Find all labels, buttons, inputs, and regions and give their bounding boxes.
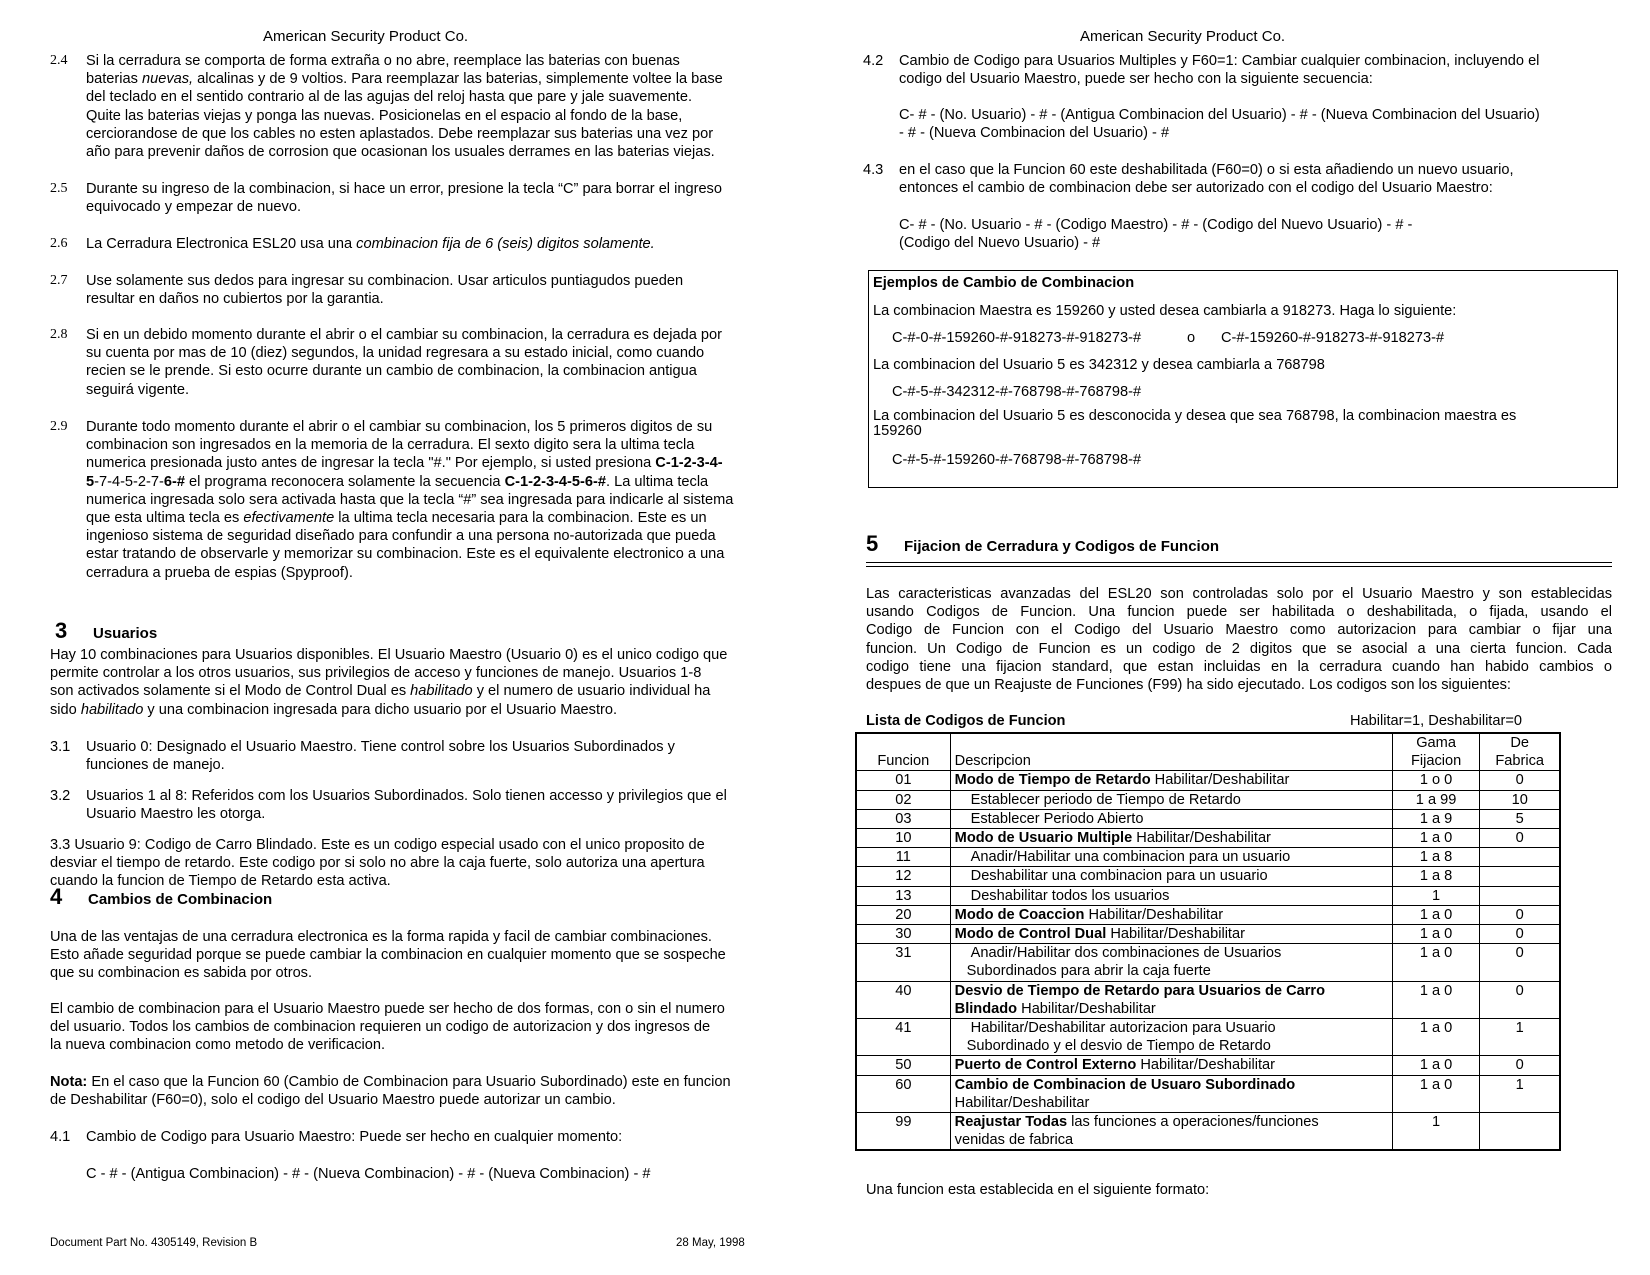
cell-fabrica: 0 [1480, 829, 1560, 848]
col-gama: Gama Fijacion [1392, 733, 1480, 771]
examples-box [868, 270, 1618, 488]
item-4-1-sequence: C - # - (Antigua Combinacion) - # - (Nueva Combinacion) - # - (Nueva Combinacion) - # [86, 1166, 651, 1182]
cell-funcion: 50 [856, 1056, 950, 1075]
item-4-2-sequence: C- # - (No. Usuario) - # - (Antigua Combinacion del Usuario) - # - (Nueva Combinacion del Usuario) - # - (Nueva Combinacion del Usuario) - # [899, 107, 1540, 142]
example-1-or: o [1187, 330, 1196, 346]
table-row [856, 829, 1560, 848]
cell-fabrica: 0 [1480, 771, 1560, 790]
cell-descripcion: Deshabilitar todos los usuarios [950, 886, 1392, 905]
item-4-3-sequence: C- # - (No. Usuario - # - (Codigo Maestro) - # - (Codigo del Nuevo Usuario) - # - (Codigo del Nuevo Usuario) - # [899, 217, 1413, 252]
example-3-seq: C-#-5-#-159260-#-768798-#-768798-# [892, 452, 1142, 468]
example-1-text: La combinacion Maestra es 159260 y usted desea cambiarla a 918273. Haga lo siguiente: [873, 303, 1457, 319]
table-row [856, 790, 1560, 809]
cell-descripcion: Puerto de Control Externo Habilitar/Deshabilitar [950, 1056, 1392, 1075]
col-funcion: Funcion [856, 733, 950, 771]
cell-gama: 1 [1392, 1113, 1480, 1151]
cell-funcion: 41 [856, 1019, 950, 1056]
cell-gama: 1 a 0 [1392, 981, 1480, 1018]
item-3-3: 3.3 Usuario 9: Codigo de Carro Blindado. Este es un codigo especial usado con el unico proposito de desviar el tiempo de retardo. Este codigo por si solo no abre la caja fuerte, solo autoriza una apertura cuando la funcion de Tiempo de Retardo esta activa. [50, 837, 705, 890]
table-row [856, 886, 1560, 905]
table-row [856, 1056, 1560, 1075]
cell-funcion: 31 [856, 944, 950, 981]
function-table-body [856, 771, 1560, 1151]
cell-gama: 1 a 0 [1392, 829, 1480, 848]
cell-descripcion: Establecer periodo de Tiempo de Retardo [950, 790, 1392, 809]
cell-fabrica [1480, 867, 1560, 886]
col-descripcion: Descripcion [950, 733, 1392, 771]
cell-gama: 1 a 99 [1392, 790, 1480, 809]
examples-title: Ejemplos de Cambio de Combinacion [873, 275, 1135, 291]
cell-funcion: 30 [856, 925, 950, 944]
cell-fabrica: 0 [1480, 905, 1560, 924]
cell-descripcion: Establecer Periodo Abierto [950, 809, 1392, 828]
section-4-para-1: Una de las ventajas de una cerradura electronica es la forma rapida y facil de cambiar combinaciones. Esto añade seguridad porque se puede cambiar la combinacion en cualquier momento que se sospeche que su combinacion es sabida por otros. [50, 929, 726, 982]
section-5-after-table: Una funcion esta establecida en el siguiente formato: [866, 1182, 1210, 1198]
cell-gama: 1 a 0 [1392, 1019, 1480, 1056]
table-row [856, 867, 1560, 886]
table-row [856, 1075, 1560, 1112]
cell-gama: 1 a 9 [1392, 809, 1480, 828]
cell-funcion: 99 [856, 1113, 950, 1151]
cell-fabrica: 0 [1480, 981, 1560, 1018]
example-1-seq-b: C-#-159260-#-918273-#-918273-# [1221, 330, 1445, 346]
table-row [856, 1113, 1560, 1151]
cell-descripcion: Modo de Coaccion Habilitar/Deshabilitar [950, 905, 1392, 924]
cell-fabrica: 5 [1480, 809, 1560, 828]
cell-gama: 1 a 8 [1392, 848, 1480, 867]
section-3-heading: 3 Usuarios [55, 618, 158, 643]
function-list-note: Habilitar=1, Deshabilitar=0 [1350, 713, 1522, 729]
cell-funcion: 01 [856, 771, 950, 790]
section-4-nota: Nota: En el caso que la Funcion 60 (Cambio de Combinacion para Usuario Subordinado) este en funcion de Deshabilitar (F60=0), solo el codigo del Usuario Maestro puede autorizar un cambio. [50, 1074, 731, 1109]
example-2-seq: C-#-5-#-342312-#-768798-#-768798-# [892, 384, 1142, 400]
table-row [856, 925, 1560, 944]
cell-descripcion: Modo de Control Dual Habilitar/Deshabilitar [950, 925, 1392, 944]
cell-funcion: 60 [856, 1075, 950, 1112]
section-5-rule [866, 562, 1612, 567]
cell-gama: 1 a 0 [1392, 944, 1480, 981]
table-row [856, 905, 1560, 924]
cell-funcion: 02 [856, 790, 950, 809]
cell-gama: 1 o 0 [1392, 771, 1480, 790]
cell-fabrica [1480, 1113, 1560, 1151]
function-list-title: Lista de Codigos de Funcion [866, 713, 1066, 729]
cell-gama: 1 a 0 [1392, 905, 1480, 924]
footer-date: 28 May, 1998 [676, 1237, 745, 1249]
cell-fabrica: 0 [1480, 925, 1560, 944]
page-header-left: American Security Product Co. [263, 28, 469, 45]
table-row [856, 981, 1560, 1018]
cell-gama: 1 a 0 [1392, 1075, 1480, 1112]
cell-funcion: 11 [856, 848, 950, 867]
cell-descripcion: Habilitar/Deshabilitar autorizacion para Usuario Subordinado y el desvio de Tiempo de Retardo [950, 1019, 1392, 1056]
cell-funcion: 13 [856, 886, 950, 905]
cell-gama: 1 [1392, 886, 1480, 905]
cell-fabrica: 1 [1480, 1019, 1560, 1056]
section-5-para: Las caracteristicas avanzadas del ESL20 son controladas solo por el Usuario Maestro y son establecidas usando Codigos de Funcion. Una funcion puede ser habilitada o deshabilitada, o fijada, usando el Codigo de Funcion con el Codigo del Usuario Maestro como autorizacion para cambiar o fijar una funcion. Un Codigo de Funcion es un codigo de 2 digitos que se asocial a una cierta funcion. Cada codigo tiene una fijacion standard, que estan incluidas en la cerradura cuando han habido cambios o despues de que un Reajuste de Funciones (F99) ha sido ejecutado. Los codigos son los siguientes: [866, 586, 1612, 694]
section-4-heading: 4 Cambios de Combinacion [50, 884, 273, 909]
cell-descripcion: Cambio de Combinacion de Usuaro Subordinado Habilitar/Deshabilitar [950, 1075, 1392, 1112]
example-3-text: La combinacion del Usuario 5 es desconocida y desea que sea 768798, la combinacion maestra es 159260 [873, 408, 1517, 439]
function-codes-table [855, 732, 1561, 1151]
cell-gama: 1 a 0 [1392, 925, 1480, 944]
cell-funcion: 20 [856, 905, 950, 924]
section-3-intro: Hay 10 combinaciones para Usuarios disponibles. El Usuario Maestro (Usuario 0) es el unico codigo que permite controlar a los otros usuarios, sus privilegios de acceso y funciones de manejo. Usuarios 1-8 son activados solamente si el Modo de Control Dual es habilitado y el numero de usuario individual ha sido habilitado y una combinacion ingresada para dicho usuario por el Usuario Maestro. [50, 647, 728, 718]
cell-descripcion: Anadir/Habilitar una combinacion para un usuario [950, 848, 1392, 867]
table-row [856, 771, 1560, 790]
table-row [856, 944, 1560, 981]
section-4-para-2: El cambio de combinacion para el Usuario Maestro puede ser hecho de dos formas, con o sin el numero del usuario. Todos los cambios de combinacion requieren un codigo de autorizacion y dos ingresos de la nueva combinacion como metodo de verificacion. [50, 1001, 725, 1054]
cell-fabrica: 0 [1480, 944, 1560, 981]
example-2-text: La combinacion del Usuario 5 es 342312 y desea cambiarla a 768798 [873, 357, 1325, 373]
cell-funcion: 12 [856, 867, 950, 886]
section-5-heading: 5 Fijacion de Cerradura y Codigos de Funcion [866, 531, 1220, 556]
cell-fabrica [1480, 848, 1560, 867]
table-row [856, 848, 1560, 867]
footer-doc-part: Document Part No. 4305149, Revision B [50, 1237, 258, 1249]
page-header-right: American Security Product Co. [1080, 28, 1286, 45]
cell-funcion: 40 [856, 981, 950, 1018]
example-1-seq-a: C-#-0-#-159260-#-918273-#-918273-# [892, 330, 1142, 346]
cell-descripcion: Reajustar Todas las funciones a operaciones/funciones venidas de fabrica [950, 1113, 1392, 1151]
cell-fabrica: 0 [1480, 1056, 1560, 1075]
table-row [856, 809, 1560, 828]
cell-fabrica: 10 [1480, 790, 1560, 809]
cell-gama: 1 a 0 [1392, 1056, 1480, 1075]
cell-descripcion: Modo de Tiempo de Retardo Habilitar/Deshabilitar [950, 771, 1392, 790]
cell-descripcion: Modo de Usuario Multiple Habilitar/Deshabilitar [950, 829, 1392, 848]
cell-funcion: 10 [856, 829, 950, 848]
table-row [856, 1019, 1560, 1056]
cell-descripcion: Anadir/Habilitar dos combinaciones de Usuarios Subordinados para abrir la caja fuerte [950, 944, 1392, 981]
cell-descripcion: Deshabilitar una combinacion para un usuario [950, 867, 1392, 886]
cell-fabrica [1480, 886, 1560, 905]
col-fabrica: De Fabrica [1480, 733, 1560, 771]
cell-gama: 1 a 8 [1392, 867, 1480, 886]
cell-fabrica: 1 [1480, 1075, 1560, 1112]
cell-descripcion: Desvio de Tiempo de Retardo para Usuarios de Carro Blindado Habilitar/Deshabilitar [950, 981, 1392, 1018]
cell-funcion: 03 [856, 809, 950, 828]
